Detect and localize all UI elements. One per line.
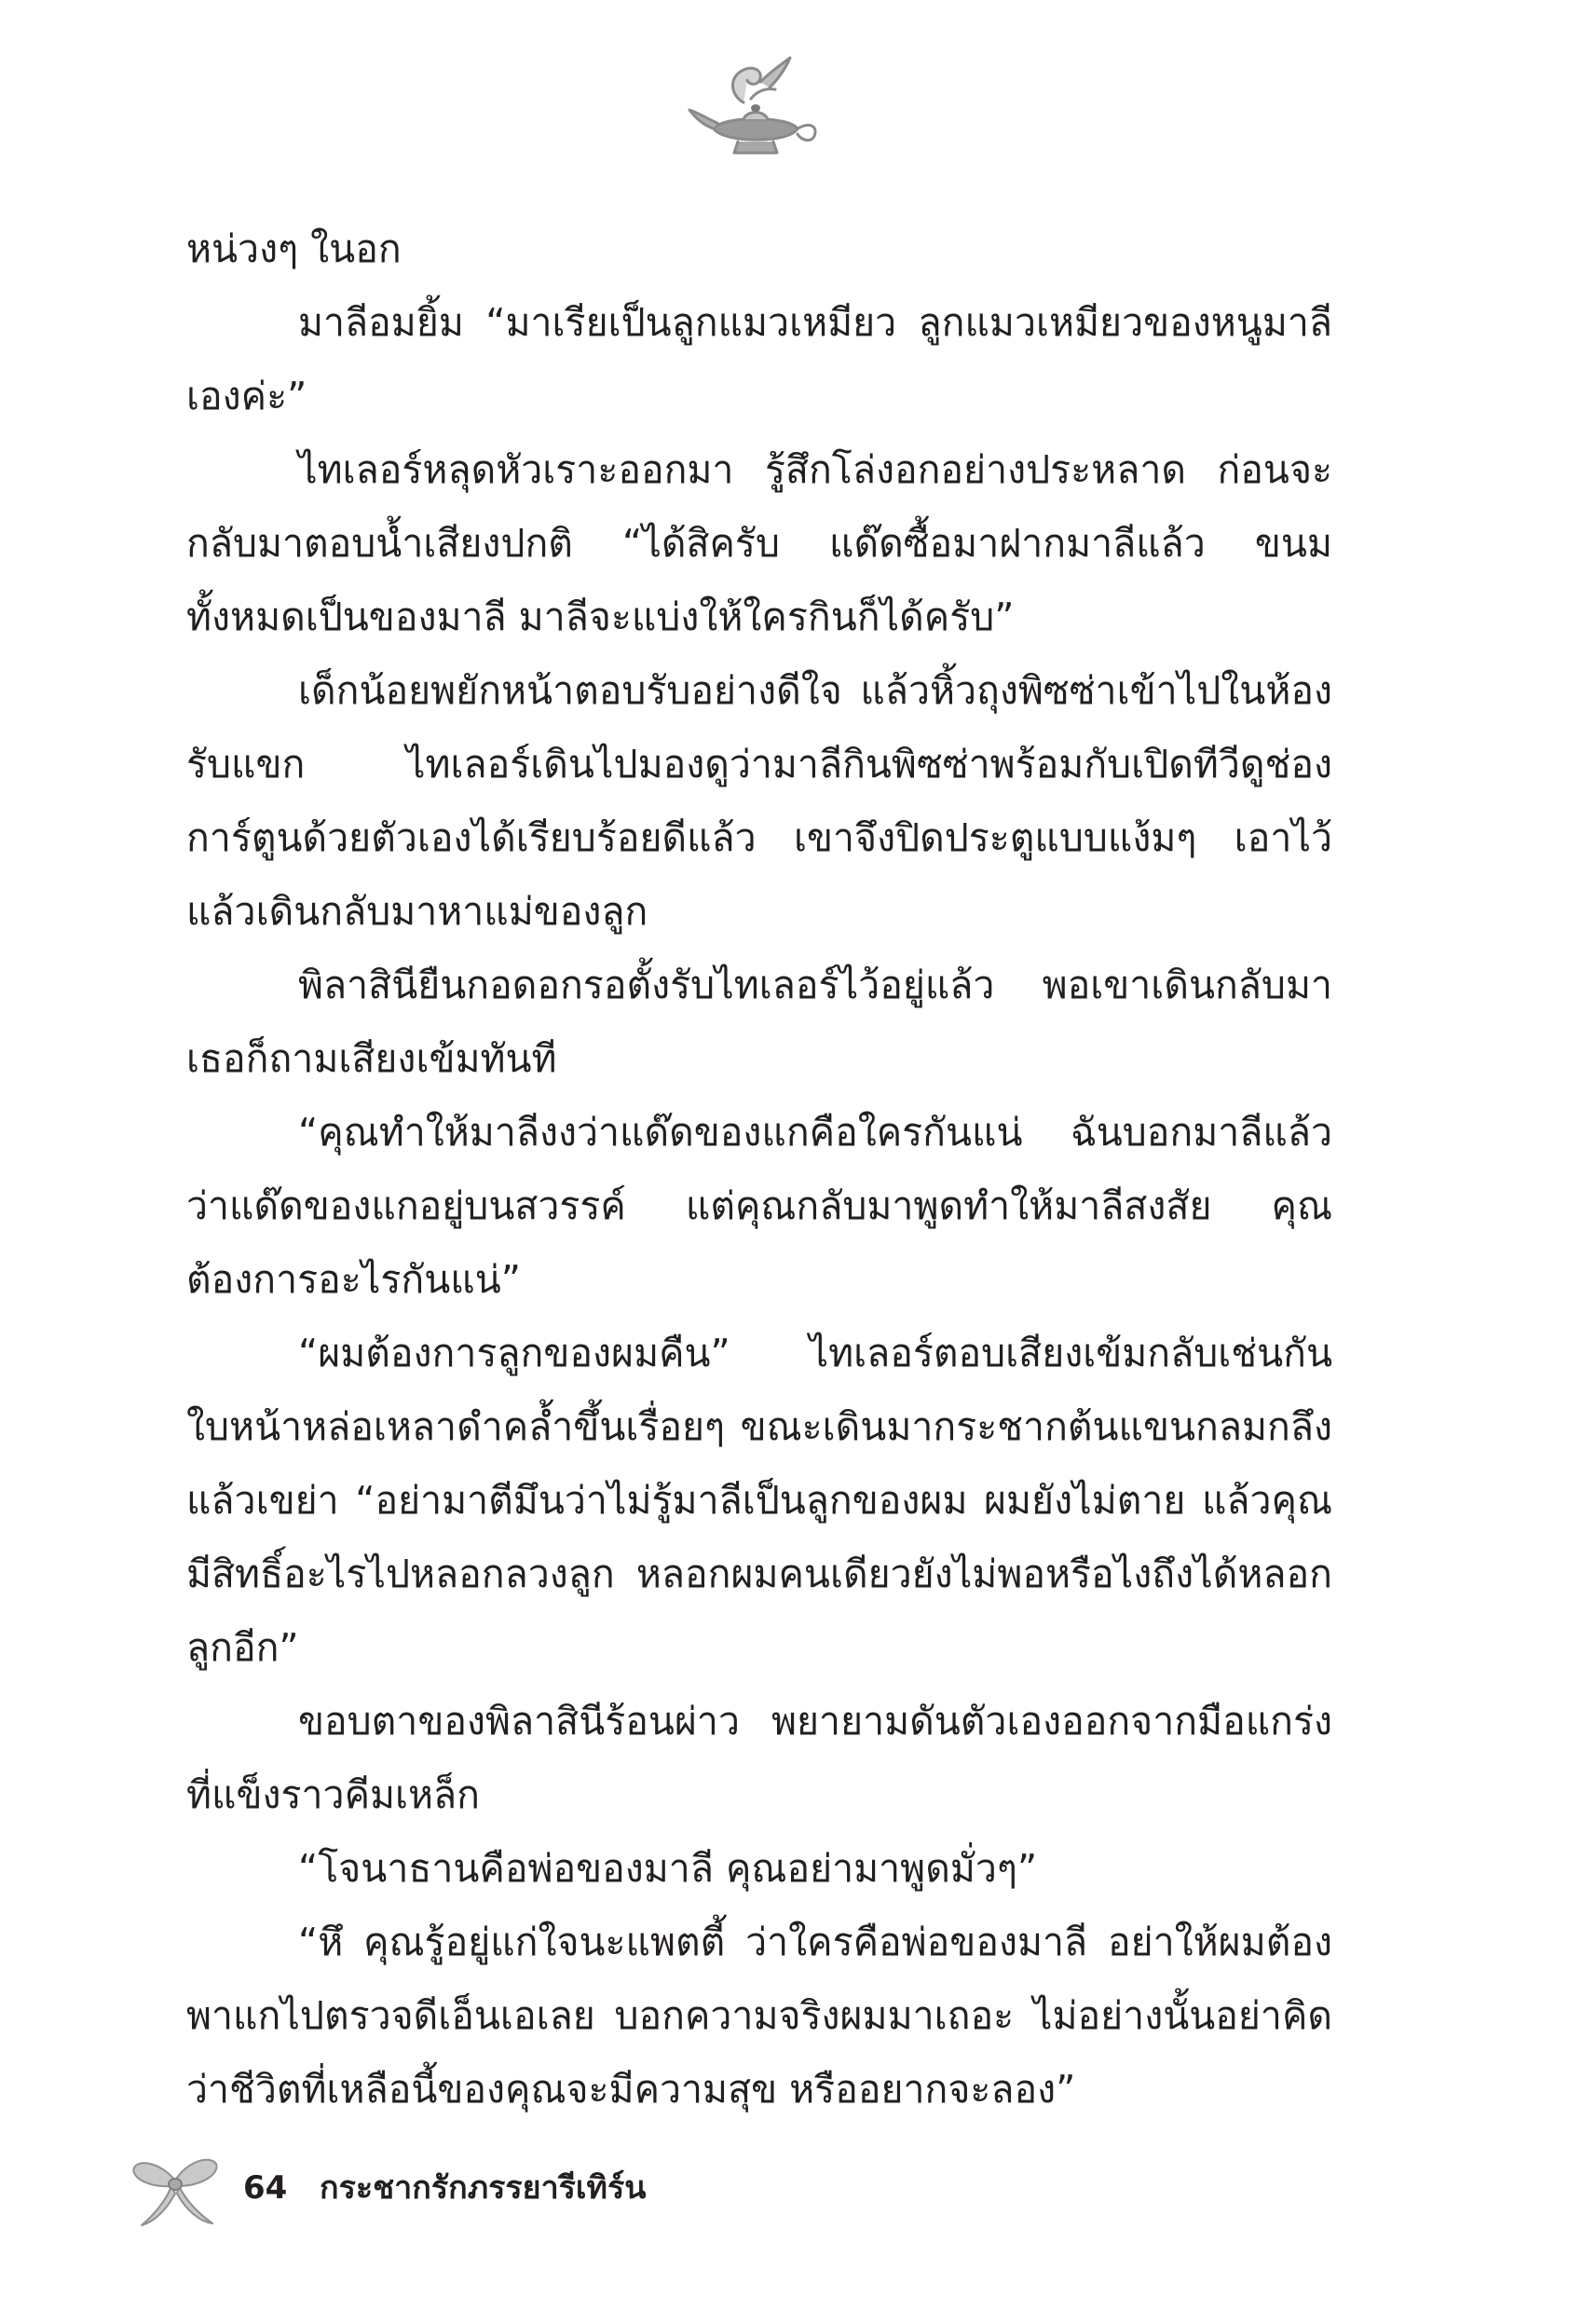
paragraph-8: ขอบตาของพิลาสินีร้อนผ่าว พยายามดันตัวเองออกจากมือแกร่งที่แข็งราวคีมเหล็ก <box>186 1699 1332 1817</box>
ribbon-bow-icon <box>129 2145 222 2229</box>
paragraph-3: ไทเลอร์หลุดหัวเราะออกมา รู้สึกโล่งอกอย่างประหลาด ก่อนจะกลับมาตอบน้ำเสียงปกติ “ได้สิครับ แด๊ดซื้อมาฝากมาลีแล้ว ขนมทั้งหมดเป็นของมาลี มาลีจะแบ่งให้ใครกินก็ได้ครับ” <box>186 447 1332 639</box>
paragraph-2: มาลีอมยิ้ม “มาเรียเป็นลูกแมวเหมียว ลูกแมวเหมียวของหนูมาลีเองค่ะ” <box>186 300 1332 418</box>
page-number: 64 <box>243 2169 288 2207</box>
paragraph-7: “ผมต้องการลูกของผมคืน” ไทเลอร์ตอบเสียงเข้มกลับเช่นกัน ใบหน้าหล่อเหลาดำคล้ำขึ้นเรื่อยๆ ขณะเดินมากระชากต้นแขนกลมกลึงแล้วเขย่า “อย่ามาตีมึนว่าไม่รู้มาลีเป็นลูกของผม ผมยังไม่ตาย แล้วคุณมีสิทธิ์อะไรไปหลอกลวงลูก หลอกผมคนเดียวยังไม่พอหรือไงถึงได้หลอกลูกอีก” <box>186 1331 1332 1670</box>
paragraph-5: พิลาสินียืนกอดอกรอตั้งรับไทเลอร์ไว้อยู่แล้ว พอเขาเดินกลับมาเธอก็ถามเสียงเข้มทันที <box>186 963 1332 1081</box>
paragraph-6: “คุณทำให้มาลีงงว่าแด๊ดของแกคือใครกันแน่ ฉันบอกมาลีแล้วว่าแด๊ดของแกอยู่บนสวรรค์ แต่คุณกลับมาพูดทำให้มาลีสงสัย คุณต้องการอะไรกันแน่” <box>186 1110 1332 1302</box>
body-text <box>186 212 1332 2126</box>
paragraph-1: หน่วงๆ ในอก <box>186 226 402 271</box>
book-title: กระชากรักภรรยารีเทิร์น <box>320 2169 647 2207</box>
paragraph-10: “หึ คุณรู้อยู่แก่ใจนะแพตตี้ ว่าใครคือพ่อของมาลี อย่าให้ผมต้องพาแกไปตรวจดีเอ็นเอเลย บอกความจริงผมมาเถอะ ไม่อย่างนั้นอย่าคิดว่าชีวิตที่เหลือนี้ของคุณจะมีความสุข หรืออยากจะลอง” <box>186 1920 1332 2112</box>
paragraph-9: “โจนาธานคือพ่อของมาลี คุณอย่ามาพูดมั่วๆ” <box>298 1846 1038 1891</box>
genie-lamp-icon <box>686 54 825 166</box>
page-footer <box>129 2145 967 2229</box>
paragraph-4: เด็กน้อยพยักหน้าตอบรับอย่างดีใจ แล้วหิ้วถุงพิซซ่าเข้าไปในห้องรับแขก ไทเลอร์เดินไปมองดูว่ามาลีกินพิซซ่าพร้อมกับเปิดทีวีดูช่องการ์ตูนด้วยตัวเองได้เรียบร้อยดีแล้ว เขาจึงปิดประตูแบบแง้มๆ เอาไว้แล้วเดินกลับมาหาแม่ของลูก <box>186 668 1332 934</box>
